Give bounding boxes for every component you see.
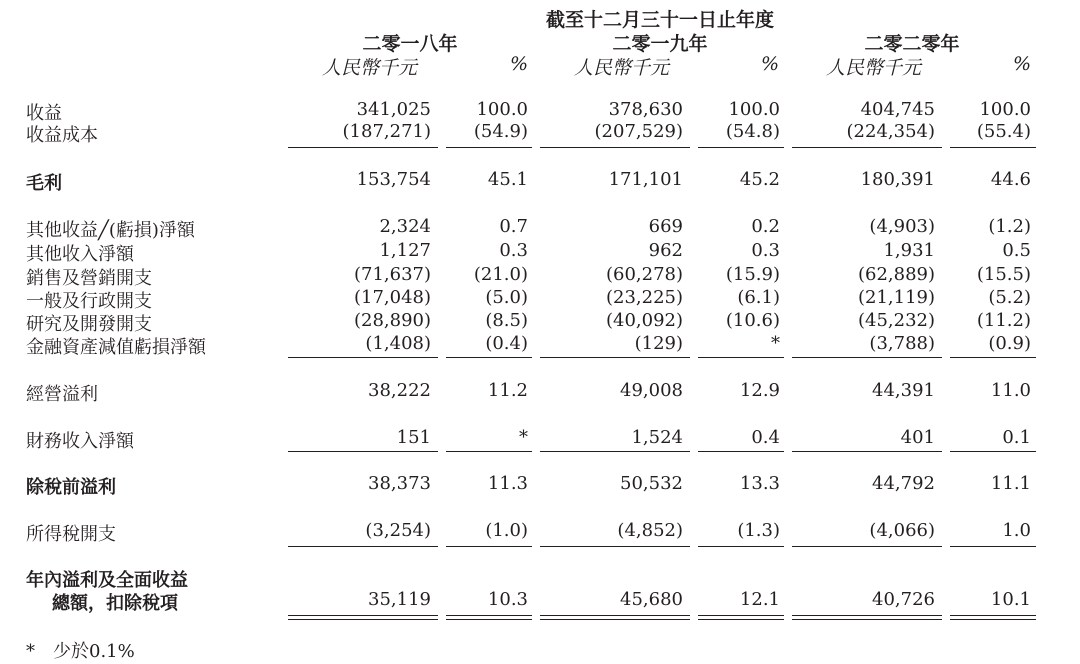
- percent-cell: 12.9: [739, 380, 780, 401]
- amount-cell: 378,630: [608, 99, 683, 120]
- percent-cell: 0.4: [751, 427, 780, 448]
- amount-cell: 38,373: [368, 473, 431, 494]
- percent-cell: 0.2: [751, 216, 780, 237]
- amount-cell: (3,788): [869, 333, 935, 354]
- percent-cell: (54.9): [473, 121, 528, 142]
- row-label: 一般及行政開支: [26, 291, 152, 312]
- amount-cell: 35,119: [368, 589, 431, 610]
- percent-cell: 11.3: [487, 473, 528, 494]
- rule: [540, 546, 690, 547]
- row-label: 收益成本: [26, 125, 98, 146]
- amount-cell: (224,354): [846, 121, 935, 142]
- rule: [792, 451, 942, 452]
- amount-cell: (4,852): [617, 520, 683, 541]
- amount-cell: (1,408): [365, 333, 431, 354]
- rule: [698, 357, 784, 358]
- percent-cell: (1.3): [737, 520, 780, 541]
- rule: [540, 451, 690, 452]
- double-rule: [540, 615, 690, 620]
- percent-cell: 0.3: [751, 240, 780, 261]
- row-label: 其他收益╱(虧損)淨額: [26, 220, 195, 241]
- amount-cell: 962: [648, 240, 683, 261]
- unit-pct-2019: %: [761, 53, 780, 75]
- year-header-2019: 二零一九年: [612, 33, 708, 55]
- rule: [288, 546, 438, 547]
- amount-cell: (3,254): [365, 520, 431, 541]
- percent-cell: 0.5: [1002, 240, 1031, 261]
- percent-cell: (15.9): [725, 264, 780, 285]
- percent-cell: (0.9): [988, 333, 1031, 354]
- amount-cell: (28,890): [353, 310, 431, 331]
- table-period-title: 截至十二月三十一日止年度: [545, 9, 774, 31]
- amount-cell: 171,101: [608, 169, 683, 190]
- amount-cell: (23,225): [605, 287, 683, 308]
- amount-cell: (21,119): [857, 287, 935, 308]
- unit-rmb-2018: 人民幣千元: [322, 57, 418, 79]
- percent-cell: 100.0: [476, 99, 528, 120]
- percent-cell: 10.3: [487, 589, 528, 610]
- amount-cell: 49,008: [620, 380, 683, 401]
- rule: [446, 451, 532, 452]
- rule: [446, 546, 532, 547]
- amount-cell: (62,889): [857, 264, 935, 285]
- percent-cell: 11.2: [487, 380, 528, 401]
- amount-cell: 180,391: [860, 169, 935, 190]
- row-label-continued: 總額，扣除稅項: [52, 593, 178, 614]
- amount-cell: 50,532: [620, 473, 683, 494]
- percent-cell: (5.2): [988, 287, 1031, 308]
- row-label: 銷售及營銷開支: [26, 268, 152, 289]
- percent-cell: (21.0): [473, 264, 528, 285]
- amount-cell: (207,529): [594, 121, 683, 142]
- row-label: 所得稅開支: [26, 524, 116, 545]
- percent-cell: 0.3: [499, 240, 528, 261]
- percent-cell: (15.5): [976, 264, 1031, 285]
- percent-cell: 44.6: [990, 169, 1031, 190]
- amount-cell: (17,048): [353, 287, 431, 308]
- amount-cell: 38,222: [368, 380, 431, 401]
- row-label: 財務收入淨額: [26, 431, 134, 452]
- unit-rmb-2020: 人民幣千元: [826, 57, 922, 79]
- year-header-2020: 二零二零年: [864, 33, 960, 55]
- percent-cell: (54.8): [725, 121, 780, 142]
- amount-cell: 1,524: [631, 427, 683, 448]
- percent-cell: 100.0: [728, 99, 780, 120]
- amount-cell: (4,066): [869, 520, 935, 541]
- amount-cell: 44,792: [872, 473, 935, 494]
- row-label: 收益: [26, 103, 62, 124]
- percent-cell: *: [771, 333, 780, 354]
- amount-cell: 1,931: [883, 240, 935, 261]
- percent-cell: 0.1: [1002, 427, 1031, 448]
- amount-cell: (60,278): [605, 264, 683, 285]
- percent-cell: *: [519, 427, 528, 448]
- row-label: 毛利: [26, 173, 62, 194]
- amount-cell: (45,232): [857, 310, 935, 331]
- percent-cell: (1.0): [485, 520, 528, 541]
- amount-cell: 401: [900, 427, 935, 448]
- rule: [792, 147, 942, 148]
- amount-cell: 404,745: [860, 99, 935, 120]
- percent-cell: 11.1: [990, 473, 1031, 494]
- footnote: * 少於0.1%: [26, 641, 135, 662]
- rule: [950, 451, 1036, 452]
- percent-cell: 100.0: [979, 99, 1031, 120]
- percent-cell: (8.5): [485, 310, 528, 331]
- amount-cell: 45,680: [620, 589, 683, 610]
- percent-cell: 0.7: [499, 216, 528, 237]
- percent-cell: 45.1: [487, 169, 528, 190]
- amount-cell: 341,025: [356, 99, 431, 120]
- rule: [446, 147, 532, 148]
- rule: [950, 147, 1036, 148]
- percent-cell: (6.1): [737, 287, 780, 308]
- row-label: 年內溢利及全面收益: [26, 570, 188, 591]
- row-label: 金融資產減值虧損淨額: [26, 337, 206, 358]
- double-rule: [950, 615, 1036, 620]
- rule: [288, 147, 438, 148]
- rule: [288, 357, 438, 358]
- amount-cell: 153,754: [356, 169, 431, 190]
- amount-cell: (40,092): [605, 310, 683, 331]
- rule: [950, 546, 1036, 547]
- amount-cell: 669: [648, 216, 683, 237]
- percent-cell: 45.2: [739, 169, 780, 190]
- rule: [540, 357, 690, 358]
- amount-cell: (187,271): [342, 121, 431, 142]
- row-label: 其他收入淨額: [26, 244, 134, 265]
- amount-cell: 1,127: [379, 240, 431, 261]
- amount-cell: 2,324: [379, 216, 431, 237]
- percent-cell: (55.4): [976, 121, 1031, 142]
- row-label: 除稅前溢利: [26, 477, 116, 498]
- unit-rmb-2019: 人民幣千元: [574, 57, 670, 79]
- amount-cell: (71,637): [353, 264, 431, 285]
- double-rule: [698, 615, 784, 620]
- rule: [792, 357, 942, 358]
- percent-cell: 11.0: [990, 380, 1031, 401]
- amount-cell: 151: [396, 427, 431, 448]
- year-header-2018: 二零一八年: [362, 33, 458, 55]
- percent-cell: 12.1: [739, 589, 780, 610]
- double-rule: [792, 615, 942, 620]
- percent-cell: (11.2): [976, 310, 1031, 331]
- rule: [698, 451, 784, 452]
- double-rule: [288, 615, 438, 620]
- rule: [792, 546, 942, 547]
- row-label: 經營溢利: [26, 384, 98, 405]
- unit-pct-2020: %: [1013, 53, 1032, 75]
- percent-cell: 10.1: [990, 589, 1031, 610]
- amount-cell: 40,726: [872, 589, 935, 610]
- percent-cell: 13.3: [739, 473, 780, 494]
- percent-cell: 1.0: [1002, 520, 1031, 541]
- rule: [698, 546, 784, 547]
- row-label: 研究及開發開支: [26, 314, 152, 335]
- double-rule: [446, 615, 532, 620]
- rule: [288, 451, 438, 452]
- percent-cell: (1.2): [988, 216, 1031, 237]
- unit-pct-2018: %: [510, 53, 529, 75]
- percent-cell: (0.4): [485, 333, 528, 354]
- rule: [446, 357, 532, 358]
- rule: [698, 147, 784, 148]
- percent-cell: (10.6): [725, 310, 780, 331]
- amount-cell: 44,391: [872, 380, 935, 401]
- rule: [540, 147, 690, 148]
- percent-cell: (5.0): [485, 287, 528, 308]
- amount-cell: (129): [634, 333, 683, 354]
- amount-cell: (4,903): [869, 216, 935, 237]
- rule: [950, 357, 1036, 358]
